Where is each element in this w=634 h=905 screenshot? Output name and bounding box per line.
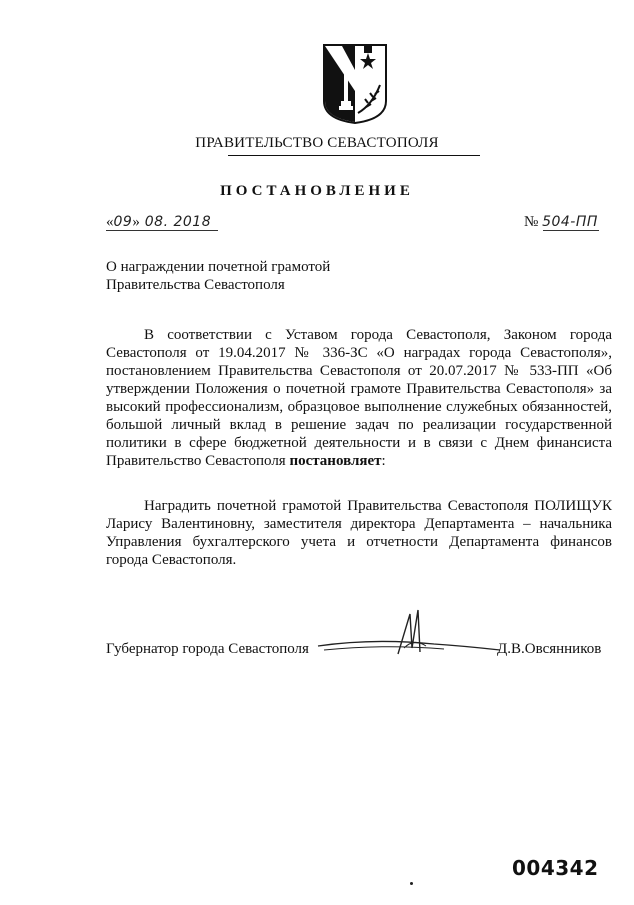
date-month-year: 08. 2018 xyxy=(139,214,212,230)
scan-speck xyxy=(410,882,413,885)
date-open-quote: « xyxy=(106,214,114,230)
government-name: ПРАВИТЕЛЬСТВО СЕВАСТОПОЛЯ xyxy=(195,135,439,151)
preamble-colon: : xyxy=(381,453,386,469)
handwritten-signature xyxy=(314,608,504,660)
date-underline xyxy=(106,230,218,231)
preamble-text: В соответствии с Уставом города Севастополя, Законом города Севастополя от 19.04.2017 № 336-ЗС «О наградах города Севастополя», постановлением Правительства Севастополя от 20.07.2017 № 533-ПП «Об утверждении Положения о почетной грамоте Правительства Севастополя» за высокий профессионализм, образцовое выполнение служебных обязанностей, большой личный вклад в решение задач по реализации государственной политики в сфере бюджетной деятельности и в связи с Днем финансиста Правительство Севастополя xyxy=(106,327,612,469)
document-date xyxy=(106,214,211,231)
date-day: 09 xyxy=(113,214,133,230)
number-underline xyxy=(543,230,599,231)
subject-line-1: О награждении почетной грамотой xyxy=(106,259,331,275)
subject-line-2: Правительства Севастополя xyxy=(106,277,285,293)
document-type-heading: ПОСТАНОВЛЕНИЕ xyxy=(220,183,414,199)
document-subject xyxy=(106,258,330,294)
signer-name: Д.В.Овсянников xyxy=(497,641,602,657)
coat-of-arms-emblem xyxy=(322,43,388,125)
number-prefix: № xyxy=(524,214,543,230)
date-close-quote: » xyxy=(132,214,140,230)
signer-title: Губернатор города Севастополя xyxy=(106,641,309,657)
serial-number: 004342 xyxy=(512,856,599,880)
document-number xyxy=(524,214,598,231)
resolves-keyword: постановляет xyxy=(289,453,382,469)
government-name-underline xyxy=(228,155,480,156)
preamble-paragraph xyxy=(106,326,612,470)
number-value: 504-ПП xyxy=(542,214,598,230)
award-paragraph: Наградить почетной грамотой Правительства Севастополя ПОЛИЩУК Ларису Валентиновну, заместителя директора Департамента – начальника Управления бухгалтерского учета и отчетности Департамента финансов города Севастополя. xyxy=(106,498,612,568)
